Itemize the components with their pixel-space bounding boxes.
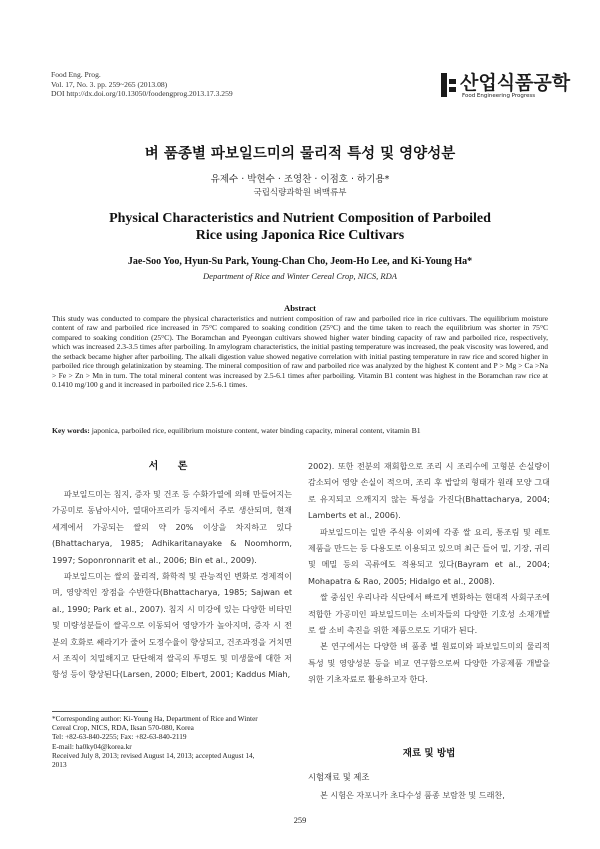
footnote-line: Tel: +82-63-840-2255; Fax: +82-63-840-2119 xyxy=(52,732,187,742)
page-number: 259 xyxy=(293,816,307,825)
intro-paragraph-1: 파보일드미는 침지, 증자 및 건조 등 수화가열에 의해 만들어지는 가공미로 동남아시아, 열대아프리카 등지에서 주로 생산되며, 현재 세계에서 가공되는 쌀의 약 20% 이상을 차지하고 있다(Bhattacharya, 1985; Adhikaritanayake & Noomhorm, 1997; Soponronnarit et al., 2006; Bin et al., 2009). xyxy=(52,489,292,565)
right-column xyxy=(308,458,550,688)
intro-paragraph-4: 파보일드미는 일반 주식용 이외에 각종 쌀 요리, 통조림 및 레토 제품을 만드는 등 다용도로 이용되고 있으며 최근 들어 밀, 기장, 귀리 및 메밀 등의 곡류에도 적용되고 있다(Bayram et al., 2004; Mohapatra & Rao, 2005; Hidalgo et al., 2008). xyxy=(308,526,550,586)
title-english-line-2: Rice using Japonica Rice Cultivars xyxy=(195,228,405,243)
affiliation-english: Department of Rice and Winter Cereal Crop, NICS, RDA xyxy=(203,271,397,281)
logo-mark-icon xyxy=(440,70,458,100)
intro-paragraph-3: 2002). 또한 전분의 재회합으로 조리 시 조리수에 고형분 손실량이 감소되어 영양 손실이 적으며, 조리 후 밥알의 형태가 원래 모양 그대로 유지되고 으깨지지 않는 특성을 가진다(Bhattacharya, 2004; Lamberts et al., 2006). xyxy=(308,461,550,521)
authors-english: Jae-Soo Yoo, Hyun-Su Park, Young-Chan Cho, Jeom-Ho Lee, and Ki-Young Ha* xyxy=(127,256,473,267)
keywords xyxy=(52,426,552,436)
section-heading-introduction: 서 론 xyxy=(148,461,196,472)
intro-paragraph-2: 파보일드미는 쌀의 물리적, 화학적 및 관능적인 변화로 경제적이며, 영양적인 장점을 수반한다(Bhattacharya, 1985; Sajwan et al., 1990; Park et al., 2007). 침지 시 미강에 있는 다양한 비타민 및 미량성분들이 쌀곡으로 이동되어 영양가가 높아지며, 증자 시 전분의 호화로 쌔라기가 줄어 도정수율이 향상되고, 건조과정을 거치면서 조직이 치밀해지고 단단해져 쌀곡의 투명도 및 미생물에 대한 저항성 등이 향상된다(Larsen, 2000; Elbert, 2001; Kaddus Miah, xyxy=(52,571,292,680)
keywords-text: japonica, parboiled rice, equilibrium moisture content, water binding capacity, mineral content, vitamin B1 xyxy=(91,426,421,435)
footnote-line: Cereal Crop, NICS, RDA, Iksan 570-080, Korea xyxy=(52,723,194,733)
subsection-heading-materials: 시험재료 및 제조 xyxy=(308,772,370,782)
logo-title: 산업식품공학 xyxy=(460,72,571,94)
journal-logo xyxy=(440,68,571,106)
abstract-heading: Abstract xyxy=(284,303,316,313)
intro-paragraph-5: 쌀 중심인 우리나라 식단에서 빠르게 변화하는 현대적 사회구조에 적합한 가공미인 파보일드미는 소비자들의 다양한 기호성 소재개발로 쌀 소비 촉진을 위한 제품으로도 기대가 된다. xyxy=(308,592,550,636)
journal-name: Food Eng. Prog. xyxy=(51,70,101,79)
section-heading-methods: 재료 및 방법 xyxy=(402,748,456,759)
footnote-line: 2013 xyxy=(52,760,67,770)
abstract-text: This study was conducted to compare the physical characteristics and nutrient composition of raw and parboiled rice in rice cultivars. The equilibrium moisture content of raw and parboiled rice increased in 75°C compared to soaking condition (25°C) and the time taken to reach the equilibrium was shorter in 75°C compared to soaking condition (25°C). The Boramchan and Pyeongan cultivars showed higher water binding capacity of raw and parboiled rice, respectively, which was increased 2.3-3.5 times after parboiling. In amylogram characteristics, the initial pasting temperature was increased, the peak viscosity was lowered, and the setback became higher after parboiling. The alkali digestion value showed negative correlation with initial pasting temperature in raw rice and scored higher in parboiled rice through gelatinization by steaming. The mineral composition of raw and parboiled rice was analyzed by the highest K content and P > Mg > Ca >Na > Fe > Zn > Mn in turn. The total mineral content was increased by 2.5-6.1 times after parboiling. Vitamin B1 content was highest in the Boramchan raw rice at 0.1410 mg/100 g and it increased in parboiled rice 2.5-6.1 times. xyxy=(52,314,548,390)
logo-subtitle: Food Engineering Progress xyxy=(462,93,536,99)
footnote-divider xyxy=(52,711,148,712)
title-english xyxy=(0,210,600,244)
journal-info xyxy=(51,70,233,99)
intro-paragraph-6: 본 연구에서는 다양한 벼 품종 별 원료미와 파보일드미의 물리적 특성 및 영양성분 등을 비교 연구함으로써 다양한 가공제품 개발을 위한 기초자료로 활용하고자 한다. xyxy=(308,641,550,685)
footnote-line: Received July 8, 2013; revised August 14, 2013; accepted August 14, xyxy=(52,750,255,760)
authors-korean: 유제수 · 박현수 · 조영찬 · 이점호 · 하기용* xyxy=(210,174,390,185)
title-english-line-1: Physical Characteristics and Nutrient Composition of Parboiled xyxy=(109,211,491,226)
footnote-email[interactable]: E-mail: ha0ky04@korea.kr xyxy=(52,741,132,751)
affiliation-korean: 국립식량과학원 벼맥류부 xyxy=(253,188,347,198)
journal-volume: Vol. 17, No. 3. pp. 259~265 (2013.08) xyxy=(51,79,168,89)
journal-doi[interactable]: DOI http://dx.doi.org/10.13050/foodengprog.2013.17.3.259 xyxy=(51,89,233,98)
left-column xyxy=(52,486,292,683)
footnote xyxy=(52,714,292,769)
title-korean: 벼 품종별 파보일드미의 물리적 특성 및 영양성분 xyxy=(144,146,456,162)
footnote-line: *Corresponding author: Ki-Young Ha, Department of Rice and Winter xyxy=(52,714,258,723)
keywords-label: Key words: xyxy=(52,426,90,435)
methods-paragraph: 본 시험은 자포니카 초다수성 품종 보람찬 및 드래찬, xyxy=(320,790,505,800)
